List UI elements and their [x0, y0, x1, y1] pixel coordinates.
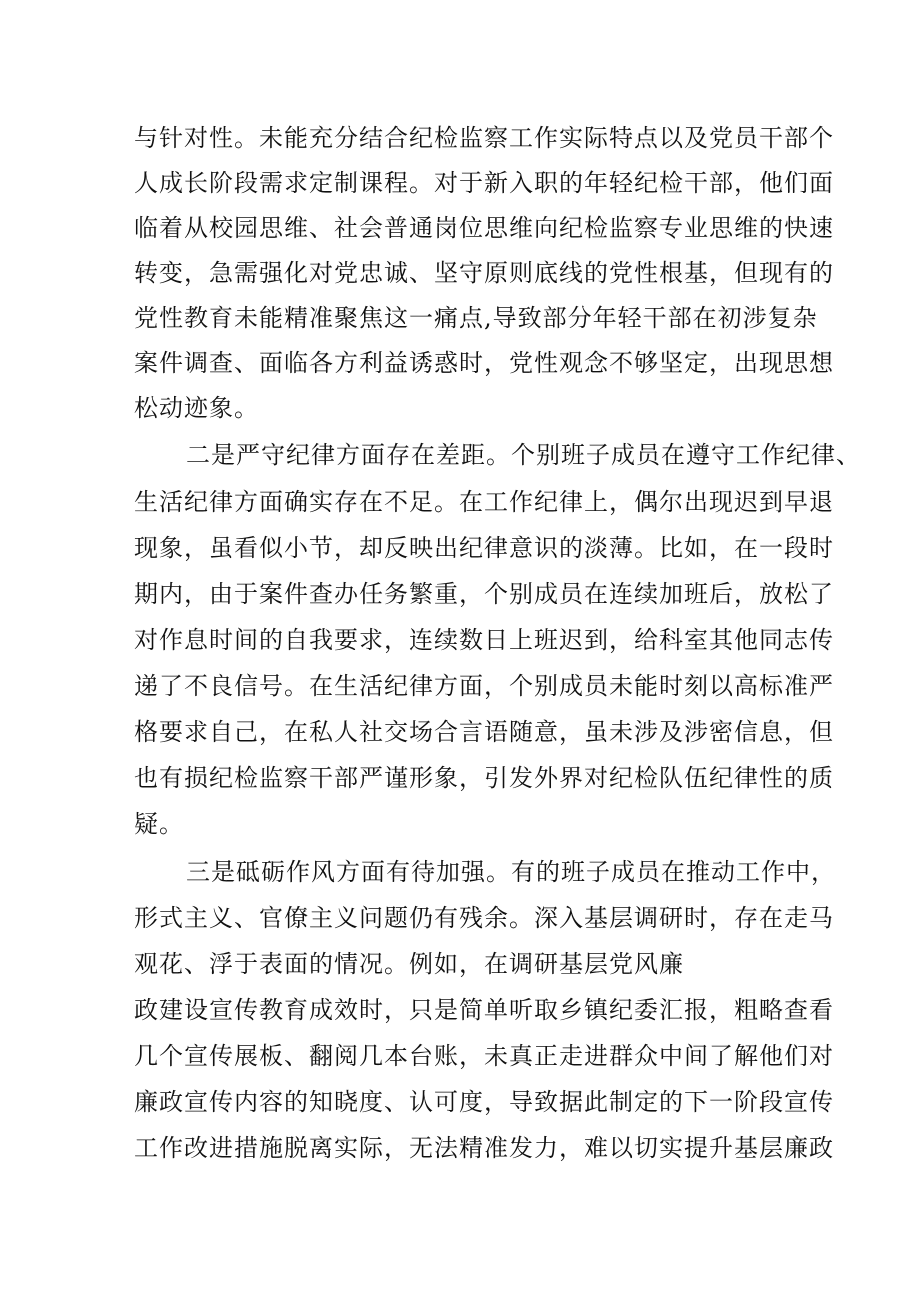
paragraph-heading-line: 二是严守纪律方面存在差距。个别班子成员在遵守工作纪律、 — [186, 441, 861, 469]
text-line: 递了不良信号。在生活纪律方面，个别成员未能时刻以高标准严 — [134, 672, 834, 700]
text-line: 几个宣传展板、翻阅几本台账，未真正走进群众中间了解他们对 — [134, 1042, 834, 1070]
text-line: 政建设宣传教育成效时，只是简单听取乡镇纪委汇报，粗略查看 — [134, 996, 834, 1024]
text-line: 疑。 — [134, 810, 184, 838]
text-line: 对作息时间的自我要求，连续数日上班迟到，给科室其他同志传 — [134, 626, 834, 654]
text-line: 观花、浮于表面的情况。例如，在调研基层党风廉 — [134, 950, 684, 978]
text-line: 现象，虽看似小节，却反映出纪律意识的淡薄。比如，在一段时 — [134, 534, 834, 562]
text-line: 转变，急需强化对党忠诚、坚守原则底线的党性根基，但现有的 — [134, 259, 834, 287]
text-line: 期内，由于案件查办任务繁重，个别成员在连续加班后，放松了 — [134, 580, 834, 608]
text-line: 也有损纪检监察干部严谨形象，引发外界对纪检队伍纪律性的质 — [134, 764, 834, 792]
text-line: 形式主义、官僚主义问题仍有残余。深入基层调研时，存在走马 — [134, 904, 834, 932]
text-line: 人成长阶段需求定制课程。对于新入职的年轻纪检干部，他们面 — [134, 169, 834, 197]
text-line: 生活纪律方面确实存在不足。在工作纪律上，偶尔出现迟到早退 — [134, 488, 834, 516]
text-line: 与针对性。未能充分结合纪检监察工作实际特点以及党员干部个 — [134, 124, 834, 152]
text-line: 临着从校园思维、社会普通岗位思维向纪检监察专业思维的快速 — [134, 214, 834, 242]
paragraph-heading-line: 三是砥砺作风方面有待加强。有的班子成员在推动工作中， — [186, 858, 836, 886]
text-line: 工作改进措施脱离实际，无法精准发力，难以切实提升基层廉政 — [134, 1134, 834, 1162]
text-line: 格要求自己，在私人社交场合言语随意，虽未涉及涉密信息，但 — [134, 718, 834, 746]
text-line: 党性教育未能精准聚焦这一痛点,导致部分年轻干部在初涉复杂 — [134, 304, 818, 332]
text-line: 松动迹象。 — [134, 394, 259, 422]
text-line: 案件调查、面临各方利益诱惑时，党性观念不够坚定，出现思想 — [134, 349, 834, 377]
text-line: 廉政宣传内容的知晓度、认可度，导致据此制定的下一阶段宣传 — [134, 1088, 834, 1116]
